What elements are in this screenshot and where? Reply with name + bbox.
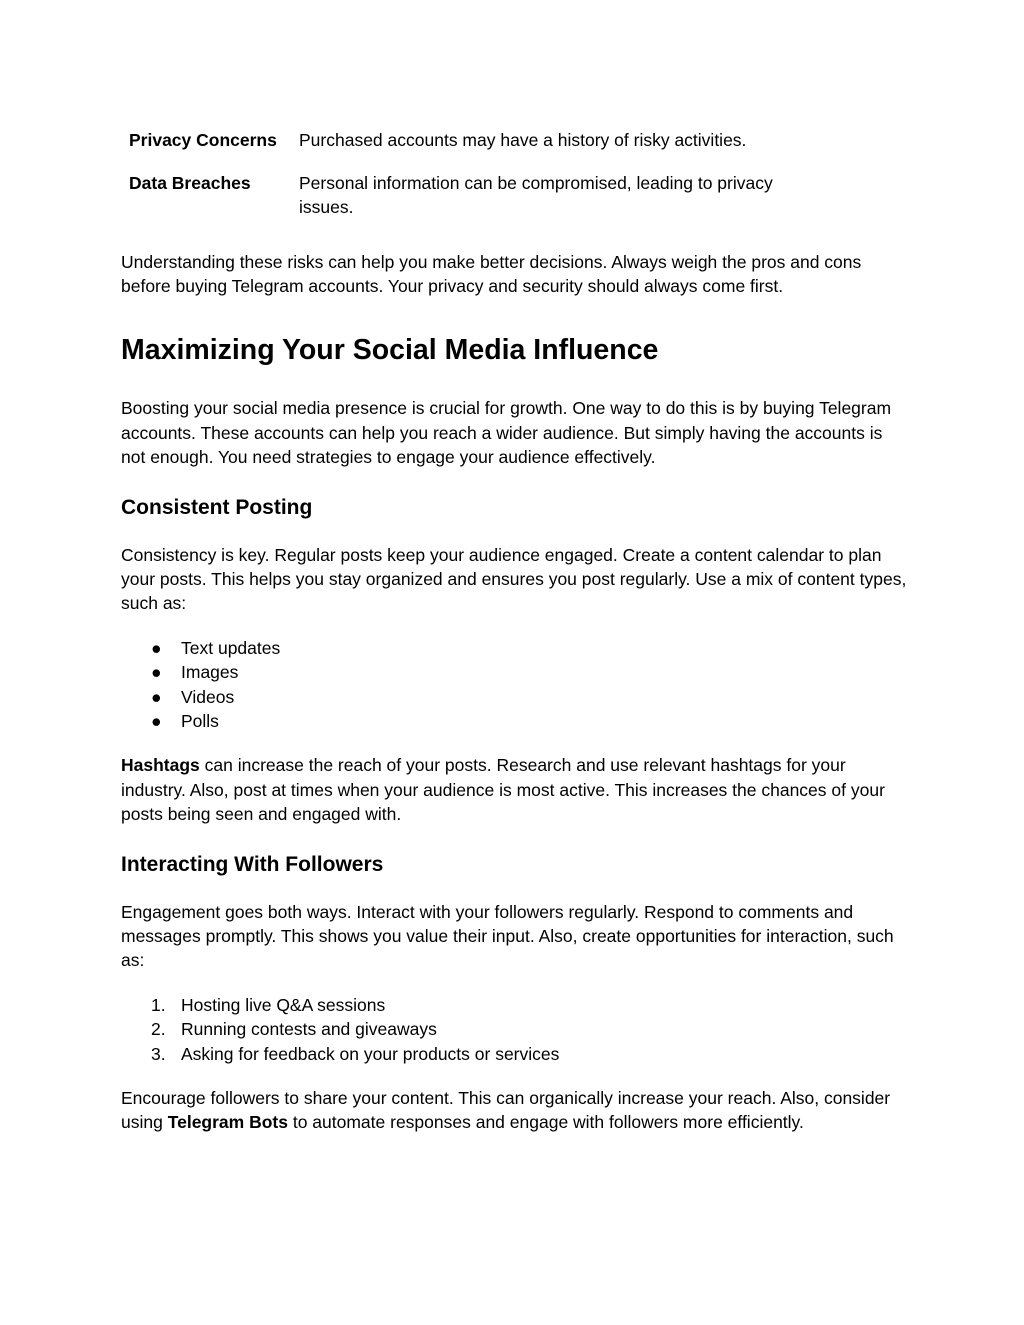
hashtags-bold: Hashtags bbox=[121, 755, 200, 776]
risk-term: Data Breaches bbox=[129, 172, 251, 193]
telegram-bots-bold: Telegram Bots bbox=[167, 1112, 288, 1133]
bullet-icon: ● bbox=[151, 686, 162, 707]
list-item-text: Text updates bbox=[181, 637, 281, 658]
consistent-posting-paragraph: Consistency is key. Regular posts keep your audience engaged. Create a content calendar to plan your posts. This helps you stay organized and ensures you post regularly. Use a mix of content types, such as: bbox=[121, 544, 907, 614]
table-row bbox=[121, 171, 819, 220]
list-item-text: Polls bbox=[181, 710, 219, 731]
list-item-text: Hosting live Q&A sessions bbox=[181, 994, 386, 1015]
section-title: Maximizing Your Social Media Influence bbox=[121, 334, 659, 367]
table-row bbox=[121, 128, 819, 171]
list-item bbox=[121, 636, 911, 660]
hashtags-text: can increase the reach of your posts. Research and use relevant hashtags for your industry. Also, post at times when your audience is most active. This increases the chances of your posts being seen and engaged with. bbox=[121, 755, 885, 825]
list-number: 3. bbox=[151, 1043, 166, 1064]
list-item bbox=[121, 660, 911, 684]
list-item-text: Videos bbox=[181, 686, 235, 707]
risk-table bbox=[121, 128, 819, 220]
hashtags-paragraph bbox=[121, 753, 911, 826]
bullet-icon: ● bbox=[151, 710, 162, 731]
interacting-heading: Interacting With Followers bbox=[121, 852, 384, 876]
list-item bbox=[121, 993, 911, 1017]
intro-paragraph: Understanding these risks can help you make better decisions. Always weigh the pros and cons before buying Telegram accounts. Your privacy and security should always come first. bbox=[121, 251, 862, 296]
list-item-text: Running contests and giveaways bbox=[181, 1019, 437, 1040]
list-item bbox=[121, 1017, 911, 1041]
list-item bbox=[121, 1042, 911, 1066]
bullet-icon: ● bbox=[151, 637, 162, 658]
closing-paragraph bbox=[121, 1086, 911, 1135]
list-item-text: Images bbox=[181, 662, 239, 683]
risk-description: Purchased accounts may have a history of risky activities. bbox=[299, 130, 747, 150]
list-item-text: Asking for feedback on your products or services bbox=[181, 1043, 560, 1064]
risk-term: Privacy Concerns bbox=[129, 130, 277, 150]
closing-text-start: Encourage followers to share your content. This can organically increase your reach. Also, consider using bbox=[121, 1088, 891, 1133]
section-paragraph: Boosting your social media presence is crucial for growth. One way to do this is by buying Telegram accounts. These accounts can help you reach a wider audience. But simply having the accounts is not enough. You need strategies to engage your audience effectively. bbox=[121, 398, 892, 468]
interaction-list bbox=[121, 993, 911, 1066]
list-number: 2. bbox=[151, 1019, 166, 1040]
closing-text-end: to automate responses and engage with followers more efficiently. bbox=[287, 1112, 804, 1133]
interacting-paragraph: Engagement goes both ways. Interact with your followers regularly. Respond to comments and messages promptly. This shows you value their input. Also, create opportunities for interaction, such as: bbox=[121, 901, 894, 971]
list-item bbox=[121, 685, 911, 709]
consistent-posting-heading: Consistent Posting bbox=[121, 495, 313, 519]
bullet-icon: ● bbox=[151, 662, 162, 683]
document-page bbox=[121, 128, 911, 1135]
list-item bbox=[121, 709, 911, 733]
list-number: 1. bbox=[151, 994, 166, 1015]
risk-description: Personal information can be compromised, leading to privacy issues. bbox=[299, 172, 773, 217]
content-types-list bbox=[121, 636, 911, 734]
